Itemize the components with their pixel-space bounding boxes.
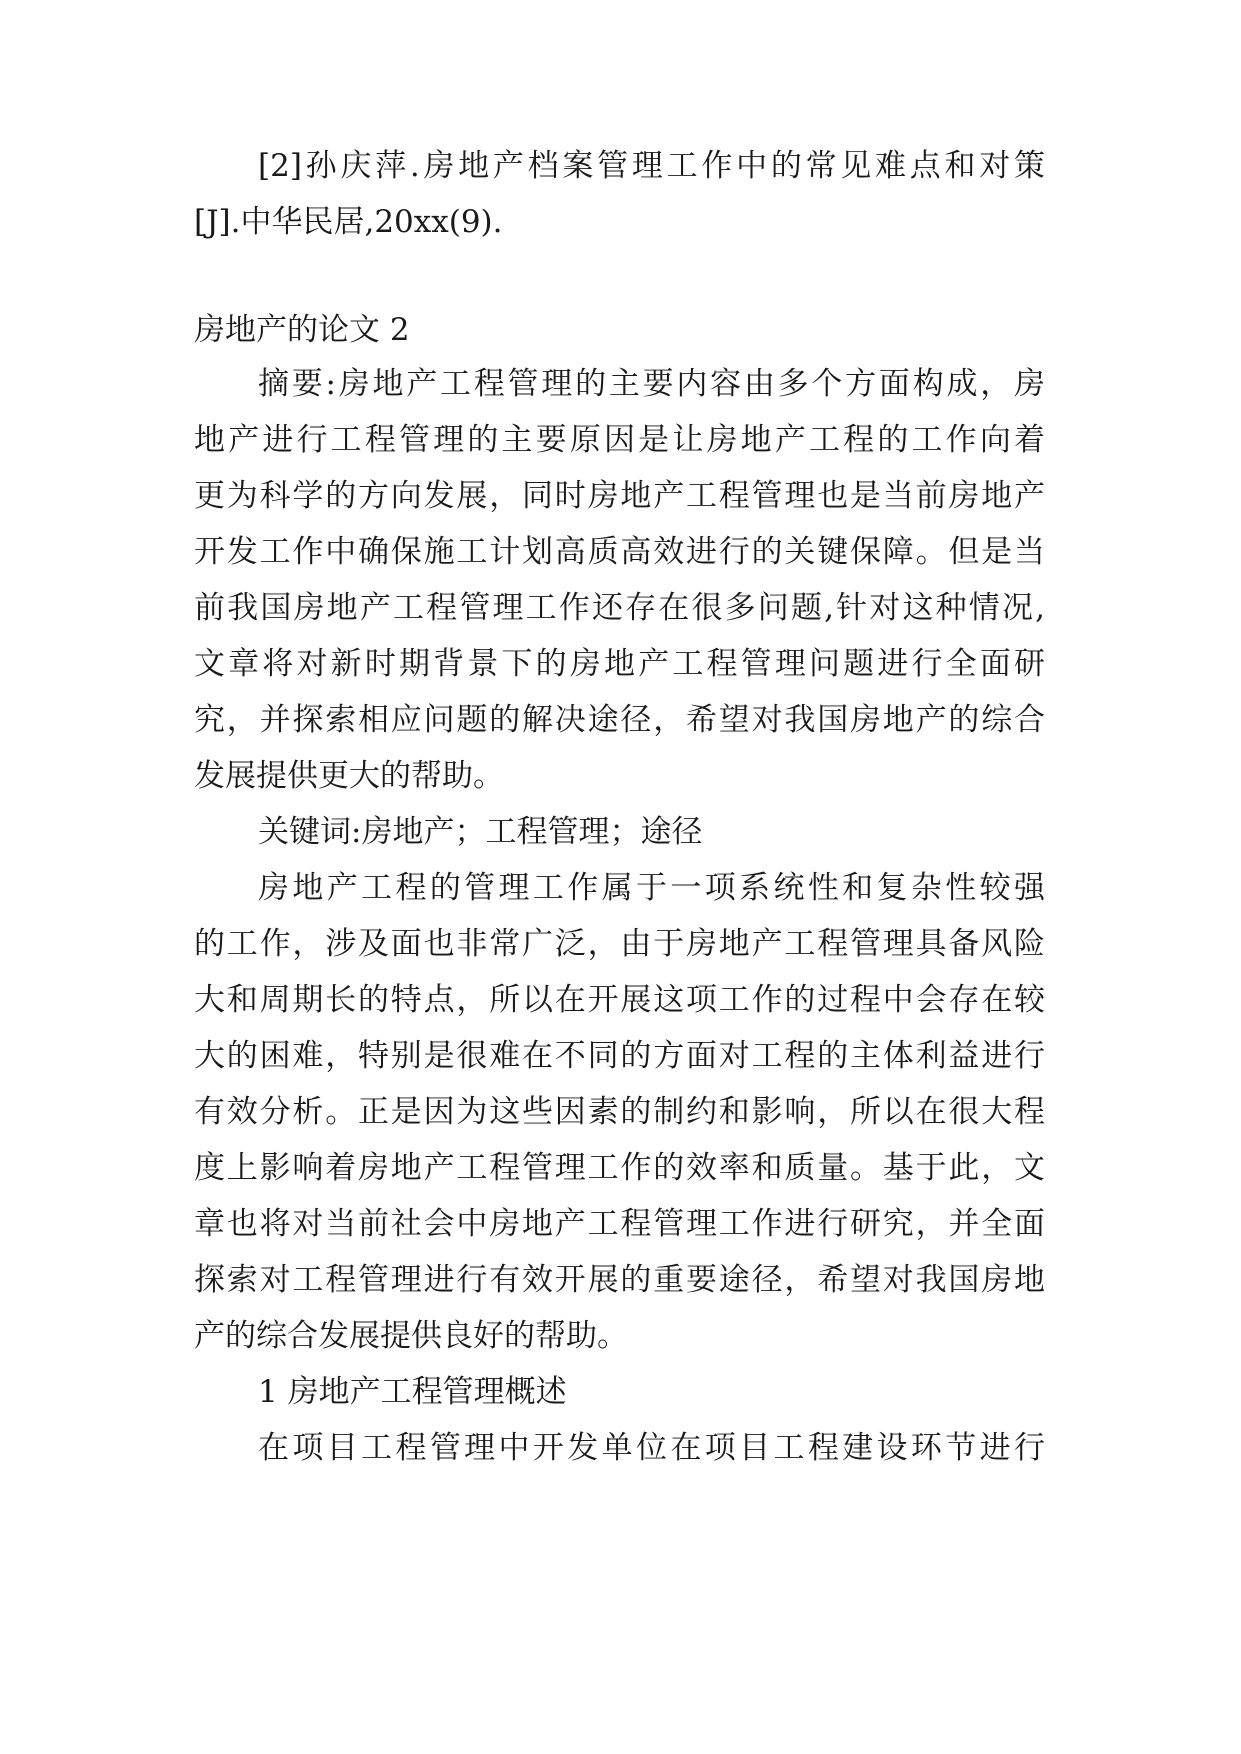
keywords: 关键词:房地产；工程管理；途径 xyxy=(258,814,703,850)
intro-line: 的工作，涉及面也非常广泛，由于房地产工程管理具备风险 xyxy=(194,926,1045,962)
abstract-line: 开发工作中确保施工计划高质高效进行的关键保障。但是当 xyxy=(194,534,1045,570)
intro-line: 章也将对当前社会中房地产工程管理工作进行研究，并全面 xyxy=(194,1206,1045,1242)
reference-line-2: [J].中华民居,20xx(9). xyxy=(194,204,503,240)
abstract-line: 文章将对新时期背景下的房地产工程管理问题进行全面研 xyxy=(194,646,1045,682)
intro-line: 房地产工程的管理工作属于一项系统性和复杂性较强 xyxy=(258,870,1045,906)
abstract-line: 地产进行工程管理的主要原因是让房地产工程的工作向着 xyxy=(194,422,1045,458)
intro-line: 产的综合发展提供良好的帮助。 xyxy=(194,1318,628,1354)
abstract-line: 发展提供更大的帮助。 xyxy=(194,758,504,794)
heading-1: 1 房地产工程管理概述 xyxy=(258,1374,567,1410)
abstract-line: 摘要:房地产工程管理的主要内容由多个方面构成，房 xyxy=(258,366,1045,402)
para-1-line: 在项目工程管理中开发单位在项目工程建设环节进行 xyxy=(258,1430,1045,1466)
reference-line-1: [2]孙庆萍.房地产档案管理工作中的常见难点和对策 xyxy=(258,148,1045,184)
abstract-line: 究，并探索相应问题的解决途径，希望对我国房地产的综合 xyxy=(194,702,1045,738)
intro-line: 有效分析。正是因为这些因素的制约和影响，所以在很大程 xyxy=(194,1094,1045,1130)
abstract-line: 前我国房地产工程管理工作还存在很多问题,针对这种情况, xyxy=(194,590,1045,626)
abstract-line: 更为科学的方向发展，同时房地产工程管理也是当前房地产 xyxy=(194,478,1045,514)
intro-line: 度上影响着房地产工程管理工作的效率和质量。基于此，文 xyxy=(194,1150,1045,1186)
intro-line: 大的困难，特别是很难在不同的方面对工程的主体利益进行 xyxy=(194,1038,1045,1074)
intro-line: 探索对工程管理进行有效开展的重要途径，希望对我国房地 xyxy=(194,1262,1045,1298)
section-title: 房地产的论文 2 xyxy=(194,312,410,348)
intro-line: 大和周期长的特点，所以在开展这项工作的过程中会存在较 xyxy=(194,982,1045,1018)
